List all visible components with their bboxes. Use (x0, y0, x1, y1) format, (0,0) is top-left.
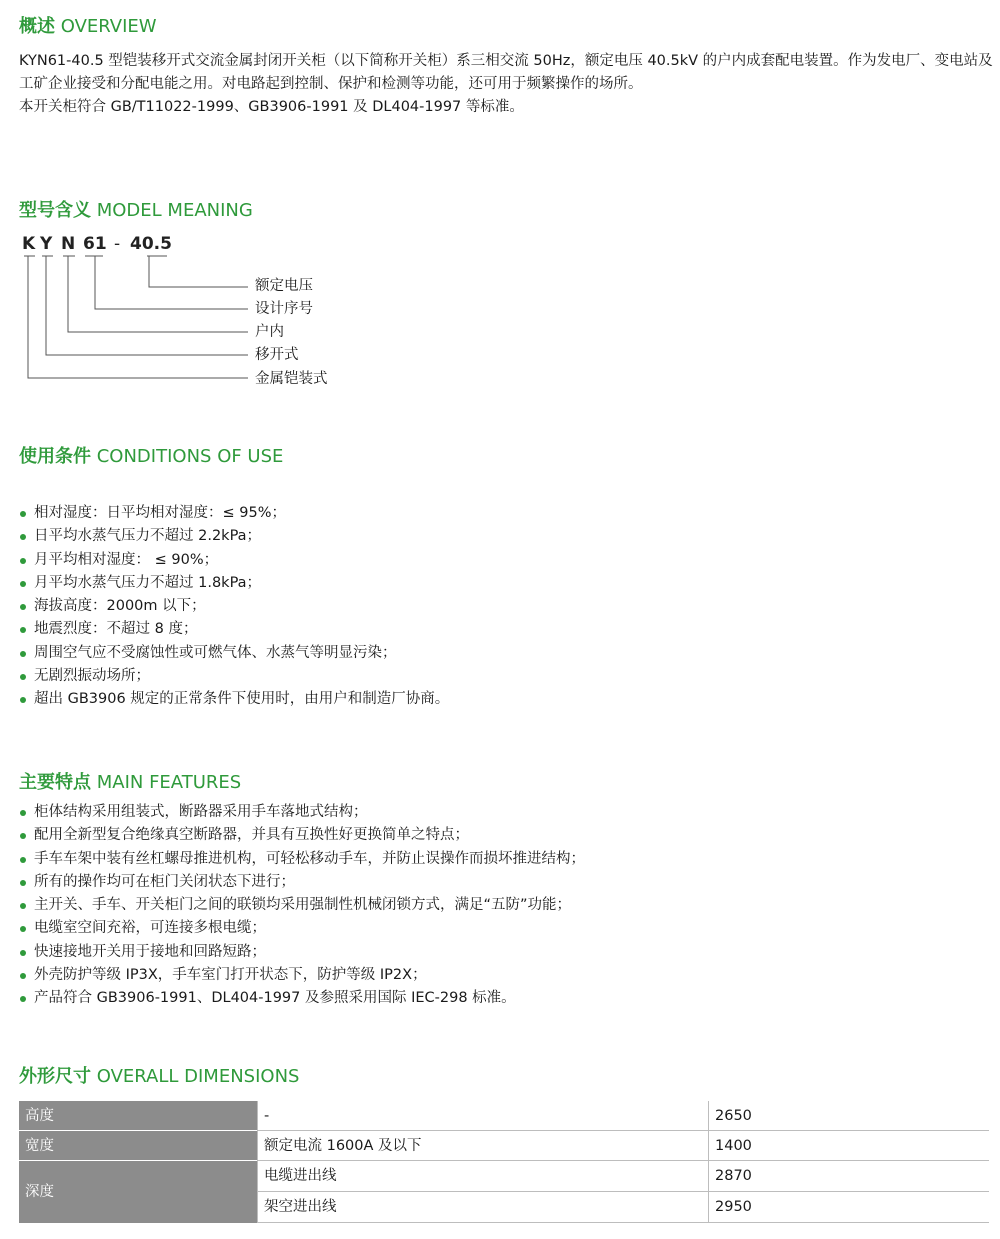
overview-text (19, 50, 994, 119)
overview-paragraph: 本开关柜符合 GB/T11022-1999、GB3906-1991 及 DL404-1997 等标准。 (19, 99, 524, 115)
condition-height: - (257, 1101, 708, 1131)
label-withdrawable: 移开式 (255, 347, 299, 363)
conditions-heading-en: CONDITIONS OF USE (96, 446, 284, 467)
list-item: 外壳防护等级 IP3X，手车室门打开状态下，防护等级 IP2X； (19, 964, 585, 987)
list-item: 日平均水蒸气压力不超过 2.2kPa； (19, 525, 449, 548)
condition-depth-overhead: 架空进出线 (257, 1192, 708, 1223)
list-item: 周围空气应不受腐蚀性或可燃气体、水蒸气等明显污染； (19, 642, 449, 665)
label-design-serial: 设计序号 (255, 301, 313, 317)
list-item: 产品符合 GB3906-1991、DL404-1997 及参照采用国际 IEC-298 标准。 (19, 987, 585, 1010)
list-item: 快速接地开关用于接地和回路短路； (19, 941, 585, 964)
list-item: 主开关、手车、开关柜门之间的联锁均采用强制性机械闭锁方式，满足“五防”功能； (19, 894, 585, 917)
dimensions-heading (19, 1066, 299, 1088)
overview-paragraph: KYN61-40.5 型铠装移开式交流金属封闭开关柜（以下简称开关柜）系三相交流 50Hz，额定电压 40.5kV 的户内成套配电装置。作为发电厂、变电站及工矿企业接受和分配电能之用。对电路起到控制、保护和检测等功能，还可用于频繁操作的场所。 (19, 53, 993, 92)
list-item: 手车车架中装有丝杠螺母推进机构，可轻松移动手车，并防止误操作而损坏推进结构； (19, 848, 585, 871)
list-item: 电缆室空间充裕，可连接多根电缆； (19, 917, 585, 940)
value-height: 2650 (708, 1101, 989, 1131)
conditions-list (19, 502, 449, 712)
value-depth-overhead: 2950 (708, 1192, 989, 1223)
model-heading-cn: 型号含义 (19, 200, 91, 221)
list-item: 无剧烈振动场所； (19, 665, 449, 688)
model-code-voltage: 40.5 (130, 234, 172, 254)
model-heading (19, 200, 253, 222)
row-header-height: 高度 (19, 1101, 257, 1131)
leader-voltage (149, 256, 248, 287)
model-heading-en: MODEL MEANING (96, 200, 253, 221)
model-code-k: K (22, 234, 36, 254)
list-item: 地震烈度：不超过 8 度； (19, 618, 449, 641)
row-header-depth: 深度 (19, 1161, 257, 1223)
row-header-width: 宽度 (19, 1131, 257, 1161)
list-item: 柜体结构采用组装式，断路器采用手车落地式结构； (19, 801, 585, 824)
model-leader-lines (0, 250, 260, 385)
label-indoor: 户内 (255, 324, 284, 340)
model-code-n: N (61, 234, 76, 254)
list-item: 月平均相对湿度： ≤ 90%； (19, 549, 449, 572)
features-list (19, 801, 585, 1011)
leader-series (95, 256, 248, 309)
value-width: 1400 (708, 1131, 989, 1161)
list-item: 所有的操作均可在柜门关闭状态下进行； (19, 871, 585, 894)
features-heading-en: MAIN FEATURES (96, 772, 242, 793)
dimensions-heading-en: OVERALL DIMENSIONS (96, 1066, 300, 1087)
label-metal-armored: 金属铠装式 (255, 371, 328, 387)
overview-heading (19, 16, 157, 38)
features-heading (19, 772, 241, 794)
dimensions-table (19, 1101, 989, 1223)
model-code-y: Y (40, 234, 53, 254)
dimensions-heading-cn: 外形尺寸 (19, 1066, 91, 1087)
leader-armored (28, 256, 248, 378)
model-code-dash: - (114, 234, 121, 254)
conditions-heading-cn: 使用条件 (19, 446, 91, 467)
overview-heading-en: OVERVIEW (60, 16, 157, 37)
list-item: 配用全新型复合绝缘真空断路器，并具有互换性好更换简单之特点； (19, 824, 585, 847)
list-item: 相对湿度：日平均相对湿度：≤ 95%； (19, 502, 449, 525)
condition-depth-cable: 电缆进出线 (257, 1161, 708, 1192)
leader-withdrawable (46, 256, 248, 355)
conditions-heading (19, 446, 283, 468)
list-item: 超出 GB3906 规定的正常条件下使用时，由用户和制造厂协商。 (19, 688, 449, 711)
model-code-series: 61 (83, 234, 107, 254)
list-item: 月平均水蒸气压力不超过 1.8kPa； (19, 572, 449, 595)
value-depth-cable: 2870 (708, 1161, 989, 1192)
features-heading-cn: 主要特点 (19, 772, 91, 793)
list-item: 海拔高度：2000m 以下； (19, 595, 449, 618)
label-rated-voltage: 额定电压 (255, 278, 313, 294)
condition-width: 额定电流 1600A 及以下 (257, 1131, 708, 1161)
overview-heading-cn: 概述 (19, 16, 55, 37)
